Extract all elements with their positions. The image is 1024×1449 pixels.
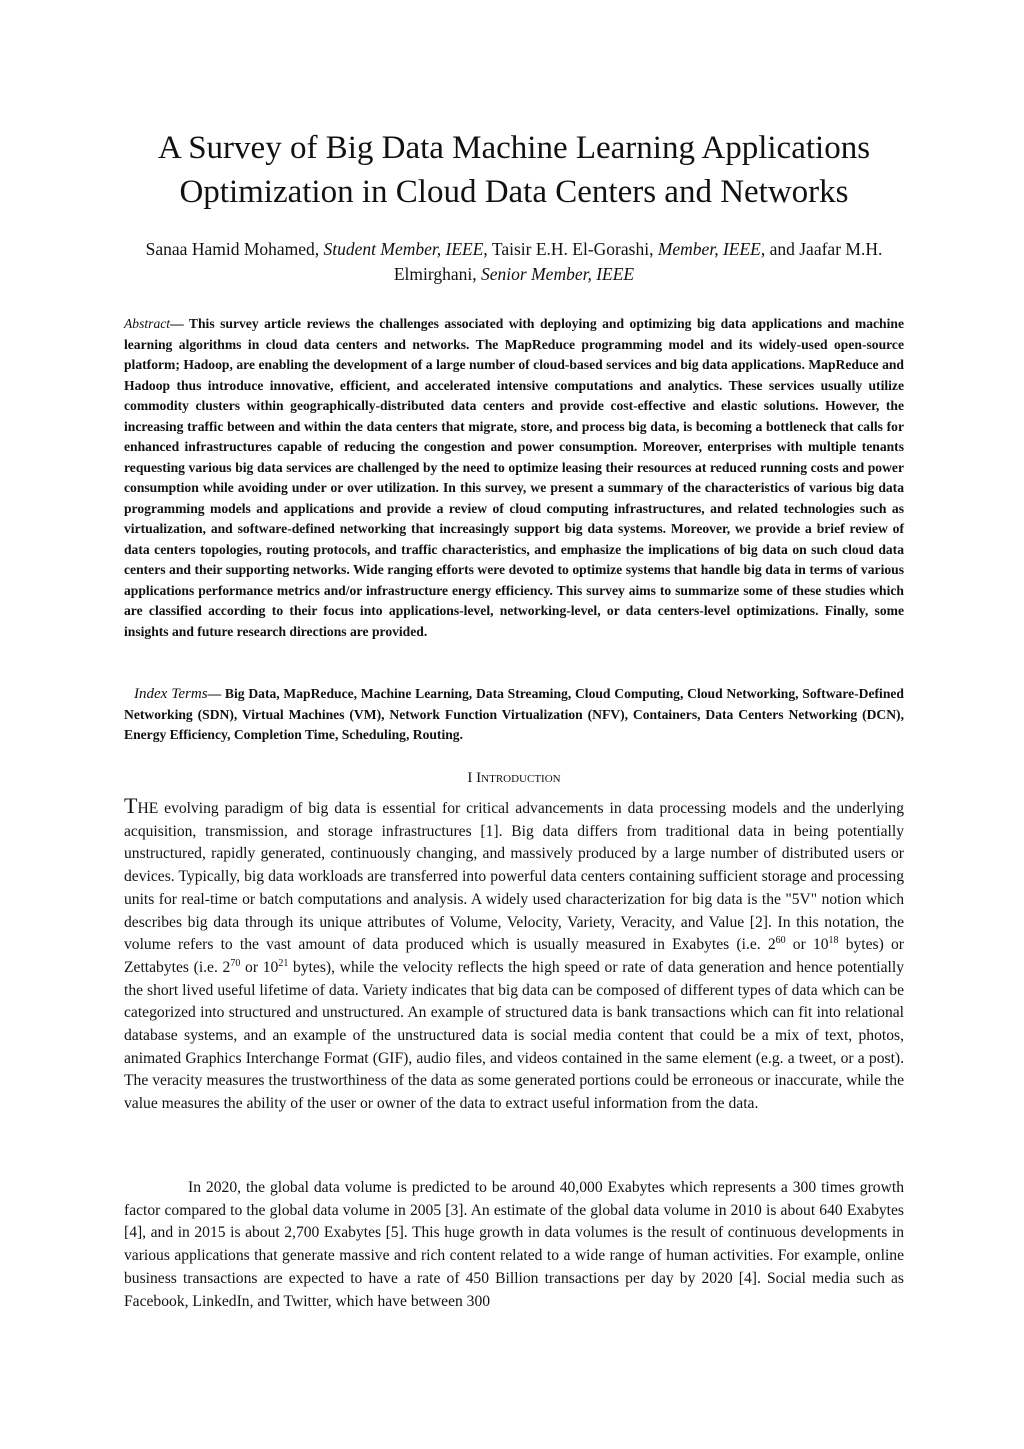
section-number: I [467, 770, 477, 786]
author-1-role: Student Member, IEEE [323, 239, 484, 259]
paper-title [84, 126, 944, 214]
para1-text-1: HE evolving paradigm of big data is essential for critical advancements in data processing models and the underlying acquisition, transmission, and storage infrastructures [1]. Big data differs from traditional data in being potentially unstructured, rapidly generated, continuously changing, and massively produced by a large number of distributed users or devices. Typically, big data workloads are transferred into powerful data centers containing sufficient storage and processing units for real-time or batch computations and analysis. A widely used characterization for big data is the "5V" notion which describes big data through its unique attributes of Volume, Velocity, Variety, Veracity, and Value [2]. In this notation, the volume refers to the vast amount of data produced which is usually measured in Exabytes (i.e. 2 [124, 800, 904, 954]
title-line-2: Optimization in Cloud Data Centers and Networks [179, 174, 849, 210]
author-3-name: , and Jaafar M.H. Elmirghani, [393, 239, 883, 284]
intro-paragraph-1 [124, 793, 904, 1116]
para1-text-4: or 10 [240, 958, 279, 976]
author-list [104, 237, 924, 287]
abstract-label: Abstract [124, 316, 171, 331]
index-terms [124, 684, 904, 746]
intro-paragraph-2: In 2020, the global data volume is predicted to be around 40,000 Exabytes which represents a 300 times growth factor compared to the global data volume in 2005 [3]. An estimate of the global data volume in 2010 is about 640 Exabytes [4], and in 2015 is about 2,700 Exabytes [5]. This huge growth in data volumes is the result of continuous developments in various applications that generate massive and rich content related to a wide range of human activities. For example, online business transactions are expected to have a rate of 450 Billion transactions per day by 2020 [4]. Social media such as Facebook, LinkedIn, and Twitter, which have between 300 [124, 1179, 904, 1310]
superscript-70: 70 [230, 957, 241, 969]
abstract [124, 314, 904, 642]
index-terms-dash: — [207, 686, 225, 701]
title-line-1: A Survey of Big Data Machine Learning Applications [157, 130, 871, 166]
para1-text-5: bytes), while the velocity reflects the high speed or rate of data generation and hence potentially the short lived useful lifetime of data. Variety indicates that big data can be composed of different types of data which can be categorized into structured and unstructured. An example of structured data is bank transactions which can fit into relational database systems, and an example of the unstructured data is social media content that could be a mix of text, photos, animated Graphics Interchange Format (GIF), audio files, and videos contained in the same element (e.g. a tweet, or a post). The veracity measures the trustworthiness of the data as some generated portions could be erroneous or inaccurate, while the value measures the ability of the user or owner of the data to extract useful information from the data. [124, 958, 904, 1113]
section-title: Introduction [476, 770, 561, 786]
superscript-21: 21 [278, 957, 289, 969]
para1-text-2: or 10 [785, 936, 829, 954]
superscript-60: 60 [775, 935, 786, 947]
author-3-role: Senior Member, IEEE [481, 264, 635, 284]
author-1-name: Sanaa Hamid Mohamed, [145, 239, 324, 259]
index-terms-label: Index Terms [134, 686, 208, 702]
author-2-role: Member, IEEE [657, 239, 761, 259]
drop-cap: T [124, 793, 138, 818]
superscript-18: 18 [828, 935, 839, 947]
abstract-dash: — [170, 316, 189, 331]
abstract-body: This survey article reviews the challenges associated with deploying and optimizing big data applications and machine learning algorithms in cloud data centers and networks. The MapReduce programming model and its widely-used open-source platform; Hadoop, are enabling the development of a large number of cloud-based services and big data applications. MapReduce and Hadoop thus introduce innovative, efficient, and accelerated intensive computations and analytics. These services usually utilize commodity clusters within geographically-distributed data centers and provide cost-effective and elastic solutions. However, the increasing traffic between and within the data centers that migrate, store, and process big data, is becoming a bottleneck that calls for enhanced infrastructures capable of reducing the congestion and power consumption. Moreover, enterprises with multiple tenants requesting various big data services are challenged by the need to optimize leasing their resources at reduced running costs and power consumption while avoiding under or over utilization. In this survey, we present a summary of the characteristics of various big data programming models and applications and provide a review of cloud computing infrastructures, and related technologies such as virtualization, and software-defined networking that increasingly support big data systems. Moreover, we provide a brief review of data centers topologies, routing protocols, and traffic characteristics, and emphasize the implications of big data on such cloud data centers and their supporting networks. Wide ranging efforts were devoted to optimize systems that handle big data in terms of various applications performance metrics and/or infrastructure energy efficiency. This survey aims to summarize some of these studies which are classified according to their focus into applications-level, networking-level, or data centers-level optimizations. Finally, some insights and future research directions are provided. [124, 316, 904, 639]
author-2-name: , Taisir E.H. El-Gorashi, [483, 239, 658, 259]
para1-text-3: bytes) or Zettabytes (i.e. 2 [124, 936, 904, 976]
index-terms-body: Big Data, MapReduce, Machine Learning, Data Streaming, Cloud Computing, Cloud Networking, Software-Defined Networking (SDN), Virtual Machines (VM), Network Function Virtualization (NFV), Containers, Data Centers Networking (DCN), Energy Efficiency, Completion Time, Scheduling, Routing. [124, 686, 904, 742]
section-heading-introduction [124, 768, 904, 788]
